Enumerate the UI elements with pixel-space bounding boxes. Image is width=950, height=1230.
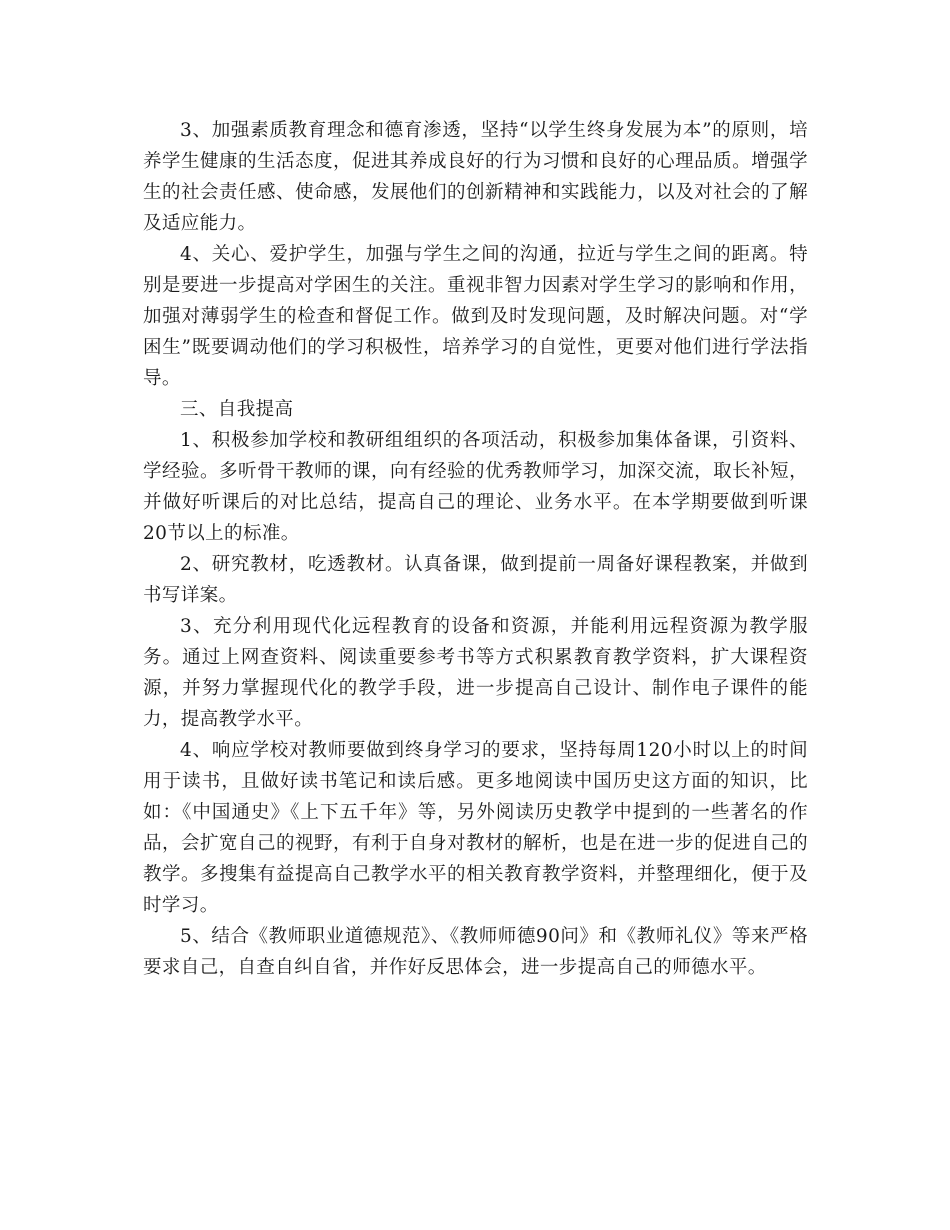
paragraph-teaching-activities: 1、积极参加学校和教研组组织的各项活动，积极参加集体备课，引资料、学经验。多听骨干教师的课，向有经验的优秀教师学习，加深交流，取长补短，并做好听课后的对比总结，提高自己的理论、业务水平。在本学期要做到听课20节以上的标准。 [143, 430, 808, 544]
section-heading-self-improvement: 三、自我提高 [180, 399, 294, 420]
paragraph-teacher-ethics: 5、结合《教师职业道德规范》、《教师师德90问》和《教师礼仪》等来严格要求自己，自查自纠自省，并作好反思体会，进一步提高自己的师德水平。 [143, 926, 808, 978]
paragraph-moral-education: 3、加强素质教育理念和德育渗透，坚持“以学生终身发展为本”的原则，培养学生健康的生活态度，促进其养成良好的行为习惯和良好的心理品质。增强学生的社会责任感、使命感，发展他们的创新精神和实践能力，以及对社会的了解及适应能力。 [143, 120, 808, 234]
paragraph-study-textbook: 2、研究教材，吃透教材。认真备课，做到提前一周备好课程教案，并做到书写详案。 [143, 554, 808, 606]
paragraph-lifelong-learning: 4、响应学校对教师要做到终身学习的要求，坚持每周120小时以上的时间用于读书，且做好读书笔记和读后感。更多地阅读中国历史这方面的知识，比如：《中国通史》《上下五千年》等，另外阅读历史教学中提到的一些著名的作品，会扩宽自己的视野，有利于自身对教材的解析，也是在进一步的促进自己的教学。多搜集有益提高自己教学水平的相关教育教学资料，并整理细化，便于及时学习。 [143, 740, 808, 916]
paragraph-remote-education: 3、充分利用现代化远程教育的设备和资源，并能利用远程资源为教学服务。通过上网查资料、阅读重要参考书等方式积累教育教学资料，扩大课程资源，并努力掌握现代化的教学手段，进一步提高自己设计、制作电子课件的能力，提高教学水平。 [143, 616, 808, 730]
document-body [143, 115, 808, 983]
paragraph-care-for-students: 4、关心、爱护学生，加强与学生之间的沟通，拉近与学生之间的距离。特别是要进一步提高对学困生的关注。重视非智力因素对学生学习的影响和作用，加强对薄弱学生的检查和督促工作。做到及时发现问题，及时解决问题。对“学困生”既要调动他们的学习积极性，培养学习的自觉性，更要对他们进行学法指导。 [143, 244, 808, 389]
